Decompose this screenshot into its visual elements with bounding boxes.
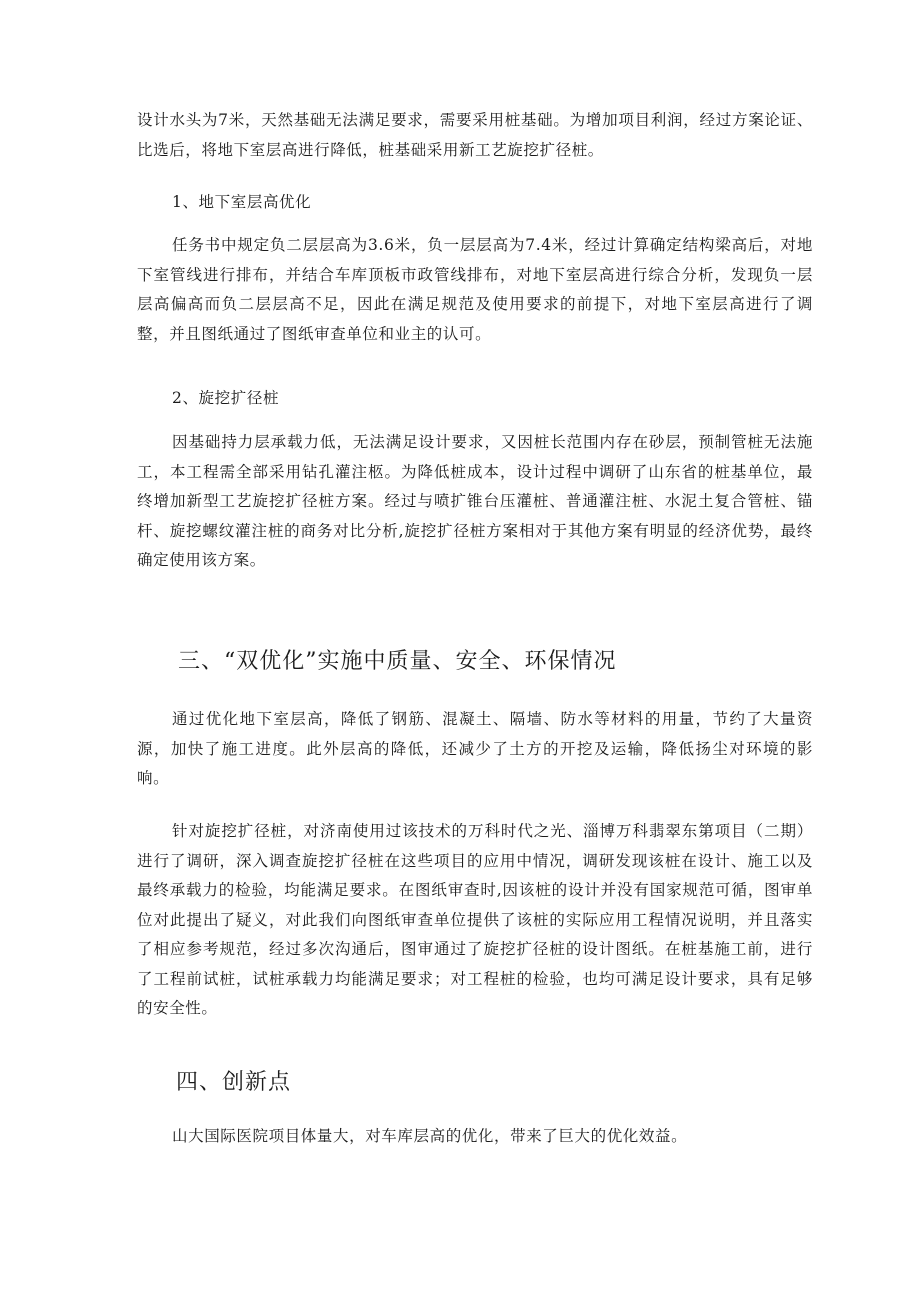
paragraph-design-head: 设计水头为7米，天然基础无法满足要求，需要采用桩基础。为增加项目利润，经过方案论证、比选后，将地下室层高进行降低，桩基础采用新工艺旋挖扩径桩。 — [137, 111, 813, 159]
subheading-rotary-pile: 2、旋挖扩径桩 — [172, 389, 280, 407]
section-heading-innovation: 四、创新点 — [176, 1070, 292, 1095]
paragraph-rotary-pile: 因基础持力层承载力低，无法满足设计要求，又因桩长范围内存在砂层，预制管桩无法施工，本工程需全部采用钻孔灌注柩。为降低桩成本，设计过程中调研了山东省的桩基单位，最终增加新型工艺旋挖扩径桩方案。经过与喷扩锥台压灌桩、普通灌注桩、水泥土复合管桩、锚杆、旋挖螺纹灌注桩的商务对比分析,旋挖扩径桩方案相对于其他方案有明显的经济优势，最终确定使用该方案。 — [137, 433, 813, 569]
paragraph-material-savings: 通过优化地下室层高，降低了钢筋、混凝土、隔墙、防水等材料的用量，节约了大量资源，加快了施工进度。此外层高的降低，还减少了土方的开挖及运输，降低扬尘对环境的影响。 — [137, 710, 813, 787]
subheading-basement-height: 1、地下室层高优化 — [172, 193, 312, 211]
paragraph-pile-investigation: 针对旋挖扩径桩，对济南使用过该技术的万科时代之光、淄博万科翡翠东第项目（二期）进行了调研，深入调查旋挖扩径桩在这些项目的应用中情况，调研发现该桩在设计、施工以及最终承载力的检验，均能满足要求。在图纸审查时,因该桩的设计并没有国家规范可循，图审单位对此提出了疑义，对此我们向图纸审查单位提供了该桩的实际应用工程情况说明，并且落实了相应参考规范，经过多次沟通后，图审通过了旋挖扩径桩的设计图纸。在桩基施工前，进行了工程前试桩，试桩承载力均能满足要求；对工程桩的检验，也均可满足设计要求，具有足够的安全性。 — [137, 822, 813, 1017]
paragraph-basement-height: 任务书中规定负二层层高为3.6米，负一层层高为7.4米，经过计算确定结构梁高后，对地下室管线进行排布，并结合车库顶板市政管线排布，对地下室层高进行综合分析，发现负一层层高偏高而负二层层高不足，因此在满足规范及使用要求的前提下，对地下室层高进行了调整，并且图纸通过了图纸审查单位和业主的认可。 — [137, 236, 813, 343]
section-heading-quality-safety: 三、“双优化”实施中质量、安全、环保情况 — [178, 649, 617, 674]
paragraph-innovation: 山大国际医院项目体量大，对车库层高的优化，带来了巨大的优化效益。 — [172, 1127, 688, 1145]
